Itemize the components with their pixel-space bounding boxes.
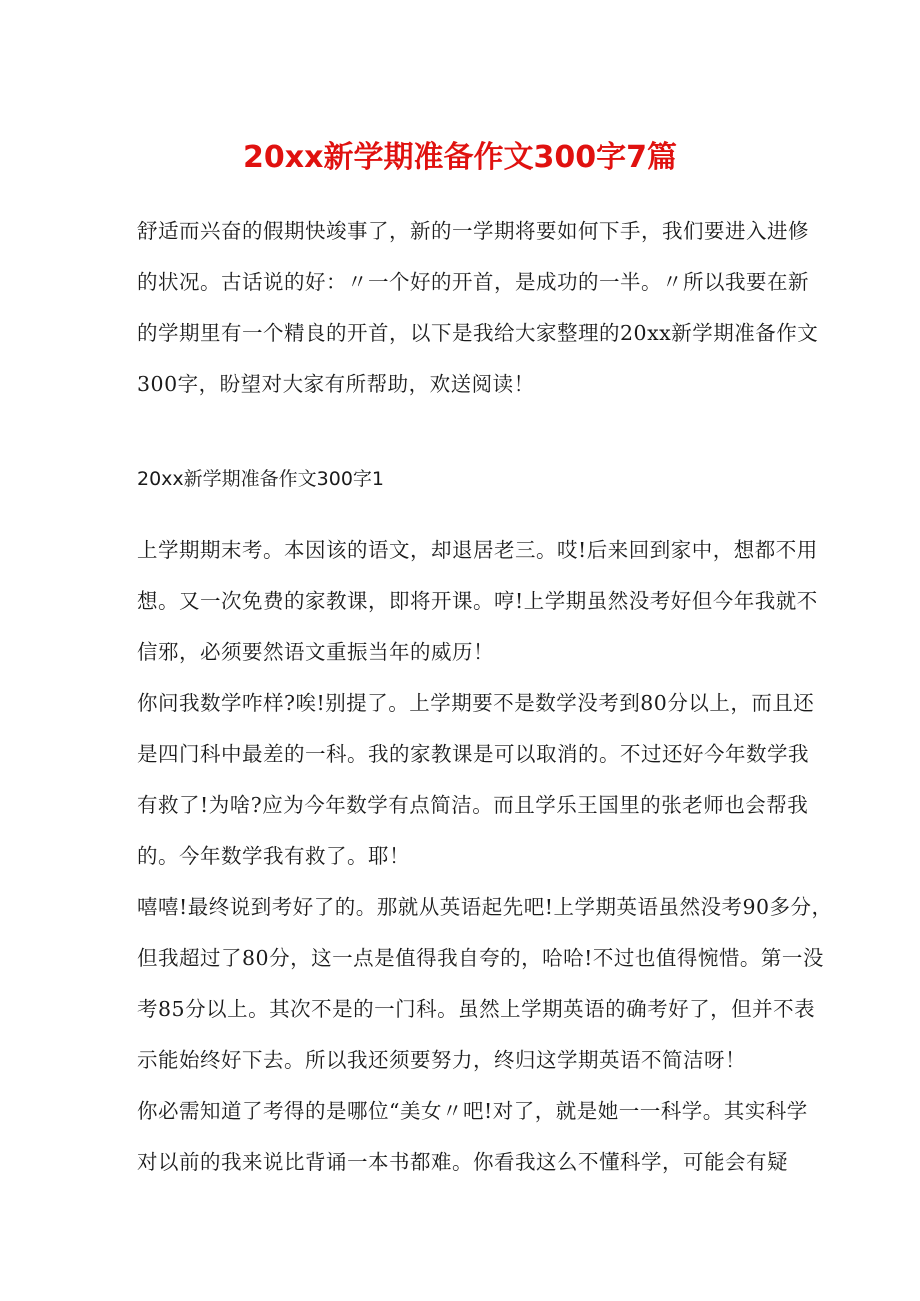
essay-line: 但我超过了80分，这一点是值得我自夸的，哈哈!不过也值得惋惜。第一没 <box>137 946 824 970</box>
section-heading: 20xx新学期准备作文300字1 <box>137 468 385 490</box>
essay-line: 信邪，必须要然语文重振当年的威历！ <box>137 640 494 664</box>
essay-line: 是四门科中最差的一科。我的家教课是可以取消的。不过还好今年数学我 <box>137 742 809 766</box>
essay-line: 嘻嘻!最终说到考好了的。那就从英语起先吧!上学期英语虽然没考90多分， <box>137 895 833 919</box>
essay-line: 考85分以上。其次不是的一门科。虽然上学期英语的确考好了，但并不表 <box>137 997 816 1021</box>
essay-line: 你必需知道了考得的是哪位“美女〃吧!对了，就是她一一科学。其实科学 <box>137 1099 808 1123</box>
intro-line: 舒适而兴奋的假期快竣事了，新的一学期将要如何下手，我们要进入进修 <box>137 219 809 243</box>
document-title: 20xx新学期准备作文300字7篇 <box>243 140 677 175</box>
essay-line: 示能始终好下去。所以我还须要努力，终归这学期英语不简洁呀！ <box>137 1048 746 1072</box>
essay-line: 的。今年数学我有救了。耶！ <box>137 844 410 868</box>
intro-line: 的状况。古话说的好：〃一个好的开首，是成功的一半。〃所以我要在新 <box>137 270 809 294</box>
intro-line: 300字，盼望对大家有所帮助，欢送阅读！ <box>137 372 535 396</box>
intro-line: 的学期里有一个精良的开首，以下是我给大家整理的20xx新学期准备作文 <box>137 321 819 345</box>
essay-line: 对以前的我来说比背诵一本书都难。你看我这么不懂科学，可能会有疑 <box>137 1150 788 1174</box>
essay-line: 有救了!为啥?应为今年数学有点简洁。而且学乐王国里的张老师也会帮我 <box>137 793 809 817</box>
essay-line: 你问我数学咋样?唉!别提了。上学期要不是数学没考到80分以上，而且还 <box>137 691 815 715</box>
essay-line: 想。又一次免费的家教课，即将开课。哼!上学期虽然没考好但今年我就不 <box>137 589 818 613</box>
intro-paragraph <box>137 206 819 410</box>
essay-line: 上学期期末考。本因该的语文，却退居老三。哎!后来回到家中，想都不用 <box>137 538 818 562</box>
essay-body <box>137 525 833 1188</box>
